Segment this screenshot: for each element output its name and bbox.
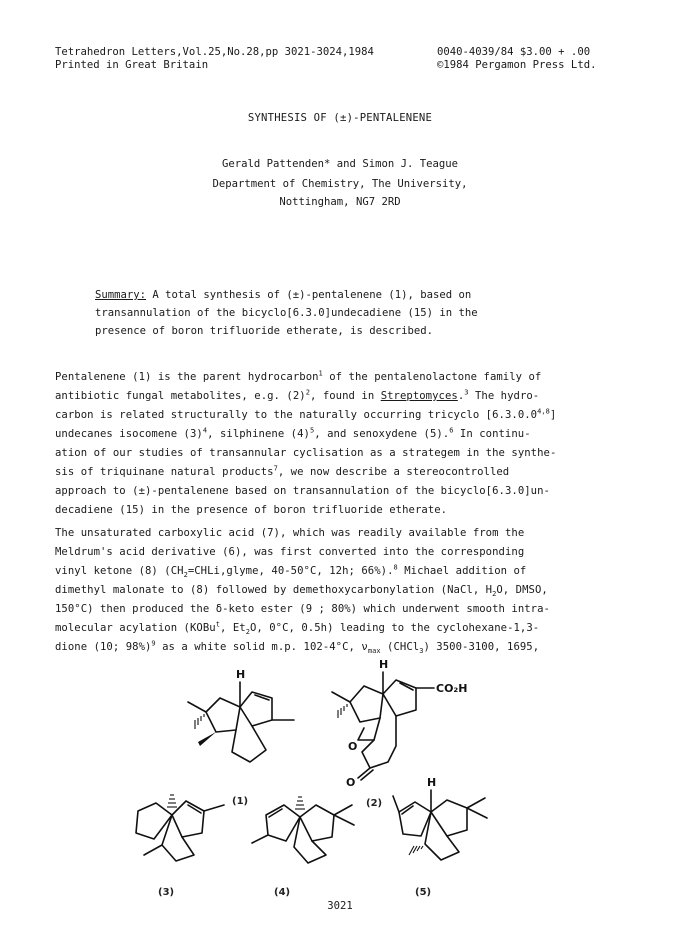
para1-line-4: undecanes isocomene $(3)^4$, silphinene $(4)^5$, and senoxydene (5).$^6$ In continu-	[55, 426, 531, 440]
page-number: 3021	[327, 900, 353, 912]
atom-h: H	[379, 658, 389, 671]
atom-co2h: CO₂H	[436, 682, 468, 695]
para2-line-3: vinyl ketone (8) ($CH_2=CHLi,glyme$, 40-50°C, 12h; 66%).$^8$ Michael addition of	[55, 563, 527, 580]
structure-pentalenene	[170, 662, 320, 807]
structure-senoxydene	[375, 760, 515, 898]
journal-citation: Tetrahedron Letters,Vol.25,No.28,pp 3021-3024,1984	[55, 46, 374, 58]
structure-silphinene	[238, 775, 378, 898]
para1-line-1: Pentalenene (1) is the parent hydrocarbon$^1$ of the pentalenolactone family of	[55, 369, 542, 383]
issn-price: 0040-4039/84 $3.00 + .00	[437, 46, 591, 58]
copyright: ©1984 Pergamon Press Ltd.	[437, 59, 597, 71]
atom-h: H	[236, 668, 246, 681]
atom-h: H	[427, 776, 437, 789]
para2-line-6: molecular acylation (KOBu$^t$, $Et_2O$, 0°C, 0.5h) leading to the cyclohexane-1,3-	[55, 620, 540, 637]
para2-line-5: 150°C) then produced the δ-keto ester (9 ; 80%) which underwent smooth intra-	[55, 603, 550, 615]
atom-o-epoxide: O	[348, 740, 358, 753]
para2-line-7: dione (10; 98%)$^9$ as a white solid m.p. 102-4°C, $\nu_{max}$ (CHCl$_3$) 3500-3100, 1695,	[55, 639, 540, 656]
label-compound-3: (3)	[158, 887, 175, 898]
para1-line-8: decadiene (15) in the presence of boron trifluoride etherate.	[55, 504, 448, 516]
para1-line-3: carbon is related structurally to the naturally occurring tricyclo [6.3.0.0$^{4,8}$]	[55, 407, 557, 421]
atom-o-carbonyl: O	[346, 776, 356, 789]
printed-in: Printed in Great Britain	[55, 59, 209, 71]
summary-line-1: Summary: A total synthesis of (±)-pentalenene (1), based on	[95, 289, 472, 301]
label-compound-4: (4)	[274, 887, 291, 898]
para1-line-2: antibiotic fungal metabolites, e.g. $(2)^2$, found in Streptomyces.$^3$ The hydro-	[55, 388, 540, 402]
label-compound-1: (1)	[232, 796, 249, 807]
para2-line-1: The unsaturated carboxylic acid (7), which was readily available from the	[55, 527, 525, 539]
para1-line-6: sis of triquinane natural products$^7$, we now describe a stereocontrolled	[55, 464, 510, 478]
para2-line-4: dimethyl malonate to (8) followed by demethoxycarbonylation (NaCl, $H_2O$, DMSO,	[55, 584, 548, 599]
article-title: SYNTHESIS OF (±)-PENTALENENE	[247, 112, 433, 124]
para2-line-2: Meldrum's acid derivative (6), was first converted into the corresponding	[55, 546, 525, 558]
label-compound-5: (5)	[415, 887, 432, 898]
article-authors: Gerald Pattenden* and Simon J. Teague	[222, 158, 458, 170]
structure-isocomene	[112, 775, 242, 898]
summary-line-3: presence of boron trifluoride etherate, is described.	[95, 325, 434, 337]
label-compound-2: (2)	[366, 798, 383, 809]
summary-line-2: transannulation of the bicyclo[6.3.0]undecadiene (15) in the	[95, 307, 478, 319]
affiliation-line-1: Department of Chemistry, The University,	[212, 178, 468, 190]
para1-line-5: ation of our studies of transannular cyclisation as a strategem in the synthe-	[55, 447, 557, 459]
affiliation-line-2: Nottingham, NG7 2RD	[279, 196, 401, 208]
para1-line-7: approach to (±)-pentalenene based on transannulation of the bicyclo[6.3.0]un-	[55, 485, 550, 497]
summary-label: Summary:	[95, 289, 147, 301]
